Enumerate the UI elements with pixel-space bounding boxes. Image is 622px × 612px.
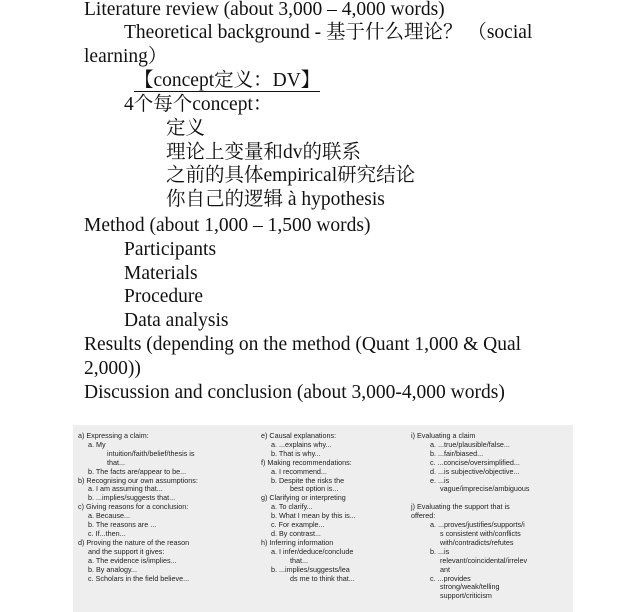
phrase-line: a. ...proves/justifies/supports/i (430, 520, 525, 530)
phrase-line: c. Scholars in the field believe... (88, 573, 190, 583)
phrase-line: vague/imprecise/ambiguous (440, 484, 530, 494)
phrase-line: b. The reasons are ... (88, 520, 157, 530)
phrase-line: b. By analogy... (88, 564, 138, 574)
phrase-line: a. I infer/deduce/conclude (271, 546, 354, 556)
phrase-line: c. If...then... (88, 528, 126, 538)
phrase-line: relevant/coincidental/irrelev (440, 555, 528, 565)
method-item: Procedure (124, 286, 204, 307)
phrase-reference-panel (73, 425, 573, 612)
each-concept-line: 4个每个concept： (124, 94, 273, 115)
phrase-line: a. My (88, 439, 106, 449)
phrase-column-2 (261, 432, 401, 583)
phrase-line: c. ...concise/oversimplified... (430, 457, 520, 467)
concept-heading (134, 69, 320, 92)
phrase-line: and the support it gives: (88, 546, 165, 556)
phrase-line: j) Evaluating the support that is (411, 502, 510, 512)
phrase-line: best option is... (290, 484, 339, 494)
concept-sub-item: 之前的具体empirical研究结论 (166, 165, 416, 186)
phrase-line: i) Evaluating a claim (411, 431, 476, 440)
phrase-line: c. For example... (271, 520, 325, 530)
phrase-line: e. ...is (430, 475, 450, 485)
phrase-line: strong/weak/telling (440, 582, 500, 592)
phrase-line: e) Causal explanations: (261, 431, 337, 440)
discussion-heading: Discussion and conclusion (about 3,000-4,000 words) (84, 382, 505, 403)
phrase-line: that... (290, 555, 308, 565)
concept-sub-item: 理论上变量和dv的联系 (166, 142, 362, 163)
phrase-line: a. The evidence is/implies... (88, 555, 177, 565)
phrase-line: b. The facts are/appear to be... (88, 466, 187, 476)
phrase-line: b. What I mean by this is... (271, 511, 356, 521)
phrase-line: with/contradicts/refutes (440, 537, 514, 547)
theoretical-background-line: Theoretical background - 基于什么理论？ （social (124, 22, 533, 43)
phrase-line: c. ...provides (430, 573, 471, 583)
method-heading: Method (about 1,000 – 1,500 words) (84, 215, 371, 236)
phrase-line: a. I recommend... (271, 466, 327, 476)
phrase-line: b. Despite the risks the (271, 475, 345, 485)
method-item: Materials (124, 263, 198, 284)
phrase-line: g) Clarifying or interpreting (261, 493, 346, 503)
phrase-line: d. By contrast... (271, 528, 321, 538)
phrase-line: b. ...fair/biased... (430, 448, 484, 458)
concept-sub-item: 你自己的逻辑 à hypothesis (166, 189, 385, 210)
phrase-line: h) Inferring information (261, 537, 334, 547)
phrase-column-3 (411, 432, 566, 601)
phrase-line: s consistent with/conflicts (440, 528, 521, 538)
method-item: Data analysis (124, 310, 229, 331)
phrase-column-1 (78, 432, 238, 583)
method-item: Participants (124, 239, 217, 260)
phrase-line: a) Expressing a claim: (78, 431, 149, 440)
phrase-line: b. That is why... (271, 448, 321, 458)
phrase-line: b. ...implies/suggests/lea (271, 564, 350, 574)
results-heading: Results (depending on the method (Quant 1,000 & Qual (84, 334, 522, 355)
phrase-line: a. To clarify... (271, 502, 313, 512)
phrase-line: support/criticism (440, 591, 492, 601)
phrase-line: a. I am assuming that... (88, 484, 163, 494)
phrase-line: c) Giving reasons for a conclusion: (78, 502, 189, 512)
phrase-line: f) Making recommendations: (261, 457, 352, 467)
phrase-line: d) Proving the nature of the reason (78, 537, 190, 547)
phrase-line: ant (440, 564, 450, 574)
results-heading-cont: 2,000)) (84, 358, 141, 379)
phrase-line: a. ...explains why... (271, 439, 332, 449)
concept-heading-text: 【concept定义：DV】 (134, 70, 321, 91)
phrase-line: offered: (411, 511, 436, 521)
concept-sub-item: 定义 (166, 118, 206, 139)
phrase-line: b. ...is (430, 546, 450, 556)
phrase-line: ds me to think that... (290, 573, 355, 583)
learning-line: learning） (84, 46, 168, 67)
phrase-line: d. ...is subjective/objective... (430, 466, 520, 476)
phrase-line: b. ...implies/suggests that... (88, 493, 176, 503)
literature-review-heading: Literature review (about 3,000 – 4,000 words) (84, 0, 445, 20)
phrase-line: intuition/faith/belief/thesis is (107, 448, 195, 458)
phrase-line: a. Because... (88, 511, 130, 521)
phrase-line: b) Recognising our own assumptions: (78, 475, 198, 485)
phrase-line: that... (107, 457, 125, 467)
phrase-line: a. ...true/plausible/false... (430, 439, 510, 449)
